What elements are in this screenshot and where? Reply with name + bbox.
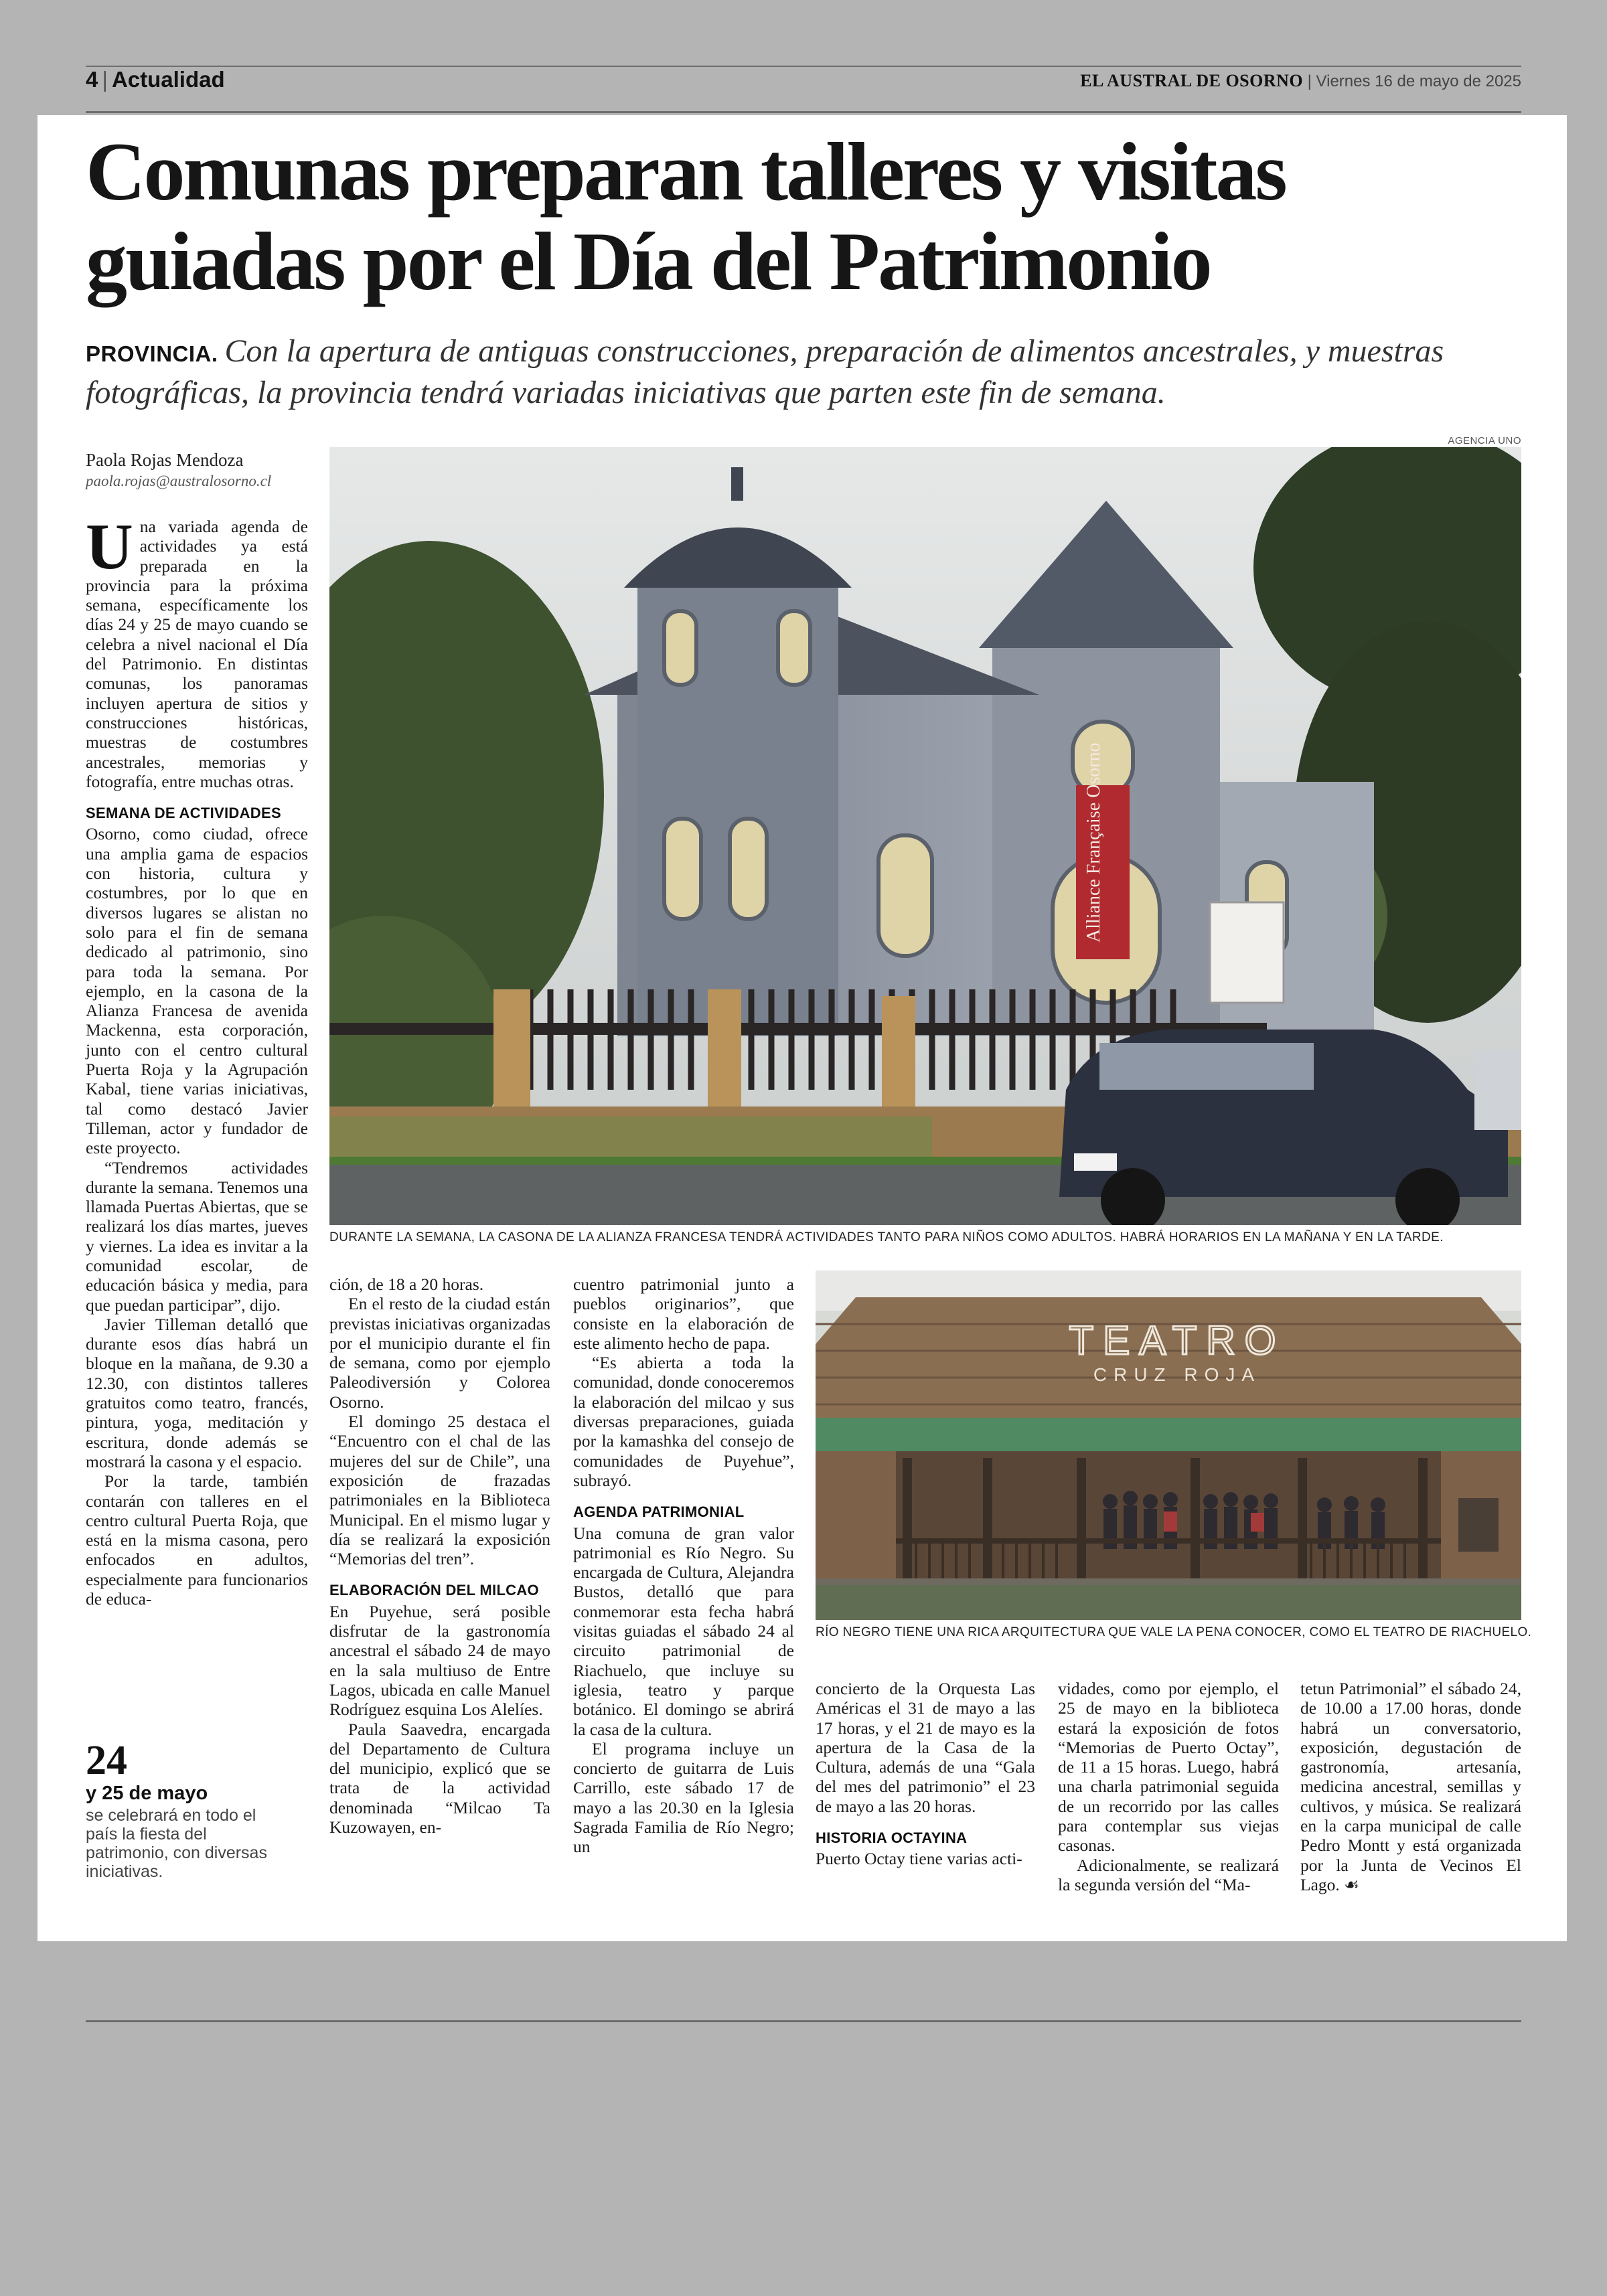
banner-sign-text: Alliance Française Osorno (1083, 742, 1104, 942)
paragraph: Paula Saavedra, encargada del Departamento de Cultura del municipio, explicó que se trata de la actividad denominada “Milcao Ta Kuzowayen, en- (329, 1719, 550, 1837)
subhead (86, 332, 1525, 412)
paragraph: Una comuna de gran valor patrimonial es Río Negro. Su encargada de Cultura, Alejandra Bustos, detalló que para conmemorar esta fecha habrá visitas guiadas el sábado 24 al circuito patrimonial de Riachuelo, que incluye su iglesia, teatro y parque botánico. El domingo se abrirá la casa de la cultura. (573, 1523, 794, 1739)
column-6 (1300, 1679, 1521, 1894)
masthead-info: EL AUSTRAL DE OSORNO | Viernes 16 de mayo de 2025 (1080, 71, 1521, 90)
paragraph: concierto de la Orquesta Las Américas el 31 de mayo a las 17 horas, y el 21 de mayo es la apertura de la Casa de la Cultura, además de una “Gala del mes del patrimonio” el 23 de mayo a las 20 horas. (816, 1679, 1035, 1816)
photo-caption-1: DURANTE LA SEMANA, LA CASONA DE LA ALIANZA FRANCESA TENDRÁ ACTIVIDADES TANTO PARA NIÑOS COMO ADULTOS. HABRÁ HORARIOS EN LA MAÑANA Y EN LA TARDE. (329, 1230, 1444, 1244)
paragraph: tetun Patrimonial” el sábado 24, de 10.00 a 17.00 horas, donde habrá un conversatorio, exposición, degustación de gastronomía, artesanía, medicina ancestral, semillas y cultivos, y música. Se realizará en la carpa municipal de calle Pedro Montt y está organizada por la Junta de Vecinos El Lago. ☙ (1300, 1679, 1521, 1894)
issue-date: Viernes 16 de mayo de 2025 (1316, 72, 1521, 90)
column-4 (816, 1679, 1035, 1869)
column-3 (573, 1275, 794, 1857)
house-illustration (329, 447, 1521, 1225)
paragraph: vidades, como por ejemplo, el 25 de mayo en la biblioteca estará la exposición de fotos “Memorias de Puerto Octay”, de 11 a 15 horas. Luego, habrá una charla patrimonial seguida de un recorrido por las calles para contemplar sus viejas casonas. (1058, 1679, 1279, 1856)
paragraph: El domingo 25 destaca el “Encuentro con el chal de las mujeres del sur de Chile”, una exposición de frazadas patrimoniales en la Biblioteca Municipal. En el mismo lugar y día se realizará la exposición “Memorias del tren”. (329, 1412, 550, 1569)
kicker: PROVINCIA. (86, 341, 218, 366)
paragraph: “Tendremos actividades durante la semana. Tenemos una llamada Puertas Abiertas, que se realizará los días martes, jueves y viernes. La idea es invitar a la comunidad escolar, de educación básica y media, para que puedan participar”, dijo. (86, 1157, 308, 1315)
footer-rule (86, 2020, 1521, 2022)
paragraph: ción, de 18 a 20 horas. (329, 1275, 484, 1294)
page-header (86, 66, 1521, 96)
section-heading: ELABORACIÓN DEL MILCAO (329, 1582, 539, 1599)
theater-sign-text: TEATRO (1069, 1318, 1286, 1363)
theater-sign-subtext: CRUZ ROJA (1093, 1364, 1261, 1385)
page-section-label: 4 | Actualidad (86, 67, 225, 92)
theater-illustration (816, 1270, 1521, 1620)
author-name: Paola Rojas Mendoza (86, 450, 244, 470)
paragraph: El programa incluye un concierto de guitarra de Luis Carrillo, este sábado 17 de mayo a las 20.30 en la Iglesia Sagrada Familia de Río Negro; un (573, 1738, 794, 1857)
section-heading: SEMANA DE ACTIVIDADES (86, 805, 281, 822)
paragraph: Javier Tilleman detalló que durante esos días habrá un bloque en la mañana, de 9.30 a 12.30, con distintos talleres gratuitos como teatro, francés, pintura, yoga, meditación y escritura, donde además se mostrará la casona y el espacio. (86, 1314, 308, 1471)
header-bottom-rule (86, 111, 1521, 113)
photo-teatro-riachuelo (816, 1270, 1521, 1620)
paragraph: En el resto de la ciudad están previstas iniciativas organizadas por el municipio durante el fin de semana, como por ejemplo Paleodiversión y Colorea Osorno. (329, 1294, 550, 1412)
paragraph: “Es abierta a toda la comunidad, donde conoceremos la elaboración del milcao y sus diversas preparaciones, guiada por la kamashka del consejo de comunidades de Puyehue”, subrayó. (573, 1353, 794, 1490)
paragraph: Adicionalmente, se realizará la segunda versión del “Ma- (1058, 1855, 1279, 1894)
headline: Comunas preparan talleres y visitas guiadas por el Día del Patrimonio (86, 126, 1286, 307)
paragraph: Por la tarde, también contarán con talleres en el centro cultural Puerta Roja, que está en la misma casona, pero enfocados en adultos, especialmente para funcionarios de educa- (86, 1471, 308, 1609)
author-email: paola.rojas@australosorno.cl (86, 473, 272, 489)
paragraph: En Puyehue, será posible disfrutar de la gastronomía ancestral el sábado 24 de mayo en la sala multiuso de Entre Lagos, ubicada en calle Manuel Rodríguez esquina Los Alelíes. (329, 1601, 550, 1720)
callout-text: se celebrará en todo el país la fiesta del patrimonio, con diversas iniciativas. (86, 1806, 267, 1881)
paragraph: Puerto Octay tiene varias acti- (816, 1849, 1022, 1869)
photo-caption-2: RÍO NEGRO TIENE UNA RICA ARQUITECTURA QUE VALE LA PENA CONOCER, COMO EL TEATRO DE RIACHUELO. (816, 1625, 1532, 1639)
callout-number: 24 (86, 1738, 127, 1783)
paragraph: cuentro patrimonial junto a pueblos originarios”, que consiste en la elaboración de este alimento hecho de papa. (573, 1275, 794, 1353)
paragraph: Osorno, como ciudad, ofrece una amplia gama de espacios con historia, cultura y costumbres, por lo que en diversos lugares se alistan no solo para el fin de semana dedicado al patrimonio, sino para toda la semana. Por ejemplo, en la casona de la Alianza Francesa de avenida Mackenna, esta corporación, junto con el centro cultural Puerta Roja y la Agrupación Kabal, tiene varias iniciativas, tal como destacó Javier Tilleman, actor y fundador de este proyecto. (86, 824, 308, 1158)
photo-credit: AGENCIA UNO (1448, 435, 1521, 446)
lead-paragraph: Una variada agenda de actividades ya está preparada en la provincia para la próxima semana, específicamente los días 24 y 25 de mayo cuando se celebra a nivel nacional el Día del Patrimonio. En distintas comunas, los panoramas incluyen apertura de sitios y construcciones históricas, muestras de costumbres ancestrales, memorias y fotografía, entre muchas otras. (86, 511, 308, 791)
column-2 (329, 1275, 550, 1837)
drop-cap: U (86, 511, 133, 583)
section-name: Actualidad (111, 67, 225, 92)
highlight-callout (86, 1739, 273, 1881)
page-number: 4 (86, 67, 98, 92)
callout-number-sub: y 25 de mayo (86, 1783, 208, 1804)
section-heading: HISTORIA OCTAYINA (816, 1829, 968, 1847)
column-1 (86, 511, 308, 1609)
paper-name: EL AUSTRAL DE OSORNO (1080, 71, 1304, 90)
section-heading: AGENDA PATRIMONIAL (573, 1503, 745, 1521)
subhead-text: Con la apertura de antiguas construcciones, preparación de alimentos ancestrales, y muestras fotográficas, la provincia tendrá variadas iniciativas que parten este fin de semana. (86, 333, 1444, 410)
column-5 (1058, 1679, 1279, 1894)
photo-alianza-francesa (329, 447, 1521, 1225)
